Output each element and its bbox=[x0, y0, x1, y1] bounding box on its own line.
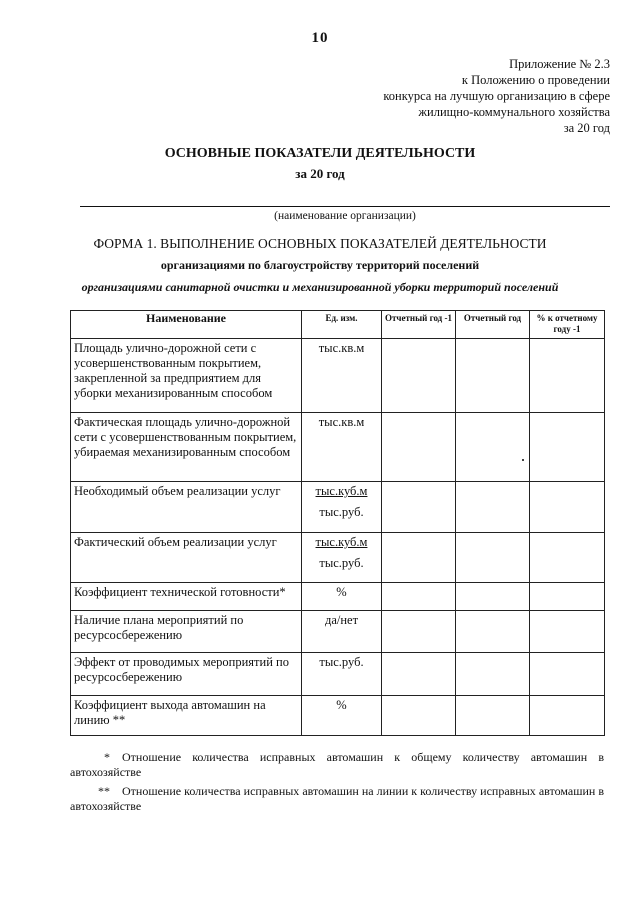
table-row bbox=[71, 413, 605, 482]
header-percent: % к отчетному году -1 bbox=[530, 311, 605, 339]
cell-prev-year[interactable] bbox=[382, 583, 456, 611]
appendix-line-2: к Положению о проведении bbox=[461, 73, 610, 87]
cell-prev-year[interactable] bbox=[382, 653, 456, 696]
appendix-line-4: жилищно-коммунального хозяйства bbox=[418, 105, 610, 119]
cell-prev-year[interactable] bbox=[382, 482, 456, 533]
row-name: Эффект от проводимых мероприятий по ресурсосбережению bbox=[71, 653, 302, 696]
form-title: ФОРМА 1. ВЫПОЛНЕНИЕ ОСНОВНЫХ ПОКАЗАТЕЛЕЙ ДЕЯТЕЛЬНОСТИ bbox=[93, 236, 547, 251]
row-name: Площадь улично-дорожной сети с усовершенствованным покрытием, закрепленной за предприятием для уборки механизированным способом bbox=[71, 339, 302, 413]
row-name: Фактическая площадь улично-дорожной сети с усовершенствованным покрытием, убираемая механизированным способом bbox=[71, 413, 302, 482]
table-row bbox=[71, 339, 605, 413]
row-unit: да/нет bbox=[302, 611, 382, 653]
footnote-2 bbox=[70, 784, 604, 814]
cell-current-year[interactable] bbox=[456, 611, 530, 653]
row-unit-secondary: тыс.руб. bbox=[319, 505, 364, 519]
header-unit: Ед. изм. bbox=[302, 311, 382, 339]
organization-caption: (наименование организации) bbox=[274, 210, 416, 222]
row-unit-primary: тыс.куб.м bbox=[315, 535, 368, 549]
cell-prev-year[interactable] bbox=[382, 696, 456, 736]
cell-percent[interactable] bbox=[530, 583, 605, 611]
table-row bbox=[71, 611, 605, 653]
appendix-line-3: конкурса на лучшую организацию в сфере bbox=[383, 89, 610, 103]
table-row bbox=[71, 653, 605, 696]
table-header-row bbox=[71, 311, 605, 339]
footnote-1-text: Отношение количества исправных автомашин к общему количеству автомашин в автохозяйстве bbox=[70, 750, 604, 779]
row-unit: тыс.руб. bbox=[302, 653, 382, 696]
cell-percent[interactable] bbox=[530, 413, 605, 482]
cell-percent[interactable] bbox=[530, 339, 605, 413]
cell-prev-year[interactable] bbox=[382, 413, 456, 482]
cell-current-year[interactable] bbox=[456, 696, 530, 736]
footnote-1 bbox=[70, 750, 604, 780]
cell-percent[interactable] bbox=[530, 696, 605, 736]
table-row bbox=[71, 533, 605, 583]
cell-current-year[interactable] bbox=[456, 583, 530, 611]
footnote-1-mark: * bbox=[104, 750, 110, 764]
page-number: 10 bbox=[311, 30, 329, 46]
cell-prev-year[interactable] bbox=[382, 533, 456, 583]
form-subtitle-2: организациями санитарной очистки и механизированной уборки территорий поселений bbox=[81, 280, 559, 294]
table-row bbox=[71, 583, 605, 611]
appendix-line-1: Приложение № 2.3 bbox=[509, 57, 610, 71]
header-name: Наименование bbox=[71, 311, 302, 339]
indicators-table bbox=[70, 310, 605, 736]
row-unit bbox=[302, 533, 382, 583]
row-name: Наличие плана мероприятий по ресурсосбережению bbox=[71, 611, 302, 653]
cell-percent[interactable] bbox=[530, 533, 605, 583]
cell-percent[interactable] bbox=[530, 653, 605, 696]
row-unit: тыс.кв.м bbox=[302, 339, 382, 413]
appendix-block bbox=[383, 56, 610, 136]
cell-percent[interactable] bbox=[530, 611, 605, 653]
organization-name-line bbox=[80, 206, 610, 207]
cell-current-year[interactable] bbox=[456, 653, 530, 696]
cell-current-year[interactable] bbox=[456, 482, 530, 533]
row-name: Коэффициент технической готовности* bbox=[71, 583, 302, 611]
row-name: Необходимый объем реализации услуг bbox=[71, 482, 302, 533]
document-period: за 20 год bbox=[295, 166, 345, 181]
scan-speck bbox=[522, 459, 524, 461]
cell-current-year[interactable] bbox=[456, 533, 530, 583]
appendix-line-5: за 20 год bbox=[563, 121, 610, 135]
cell-prev-year[interactable] bbox=[382, 611, 456, 653]
cell-percent[interactable] bbox=[530, 482, 605, 533]
form-subtitle-1: организациями по благоустройству территорий поселений bbox=[160, 258, 480, 272]
table-row bbox=[71, 482, 605, 533]
document-title: ОСНОВНЫЕ ПОКАЗАТЕЛИ ДЕЯТЕЛЬНОСТИ bbox=[164, 146, 476, 161]
header-current-year: Отчетный год bbox=[456, 311, 530, 339]
row-unit-secondary: тыс.руб. bbox=[319, 556, 364, 570]
cell-current-year[interactable] bbox=[456, 339, 530, 413]
row-name: Коэффициент выхода автомашин на линию ** bbox=[71, 696, 302, 736]
row-unit: тыс.кв.м bbox=[302, 413, 382, 482]
row-unit-primary: тыс.куб.м bbox=[315, 484, 368, 498]
row-unit: % bbox=[302, 583, 382, 611]
row-name: Фактический объем реализации услуг bbox=[71, 533, 302, 583]
row-unit bbox=[302, 482, 382, 533]
footnote-2-mark: ** bbox=[98, 784, 110, 798]
header-prev-year: Отчетный год -1 bbox=[382, 311, 456, 339]
cell-prev-year[interactable] bbox=[382, 339, 456, 413]
cell-current-year[interactable] bbox=[456, 413, 530, 482]
footnote-2-text: Отношение количества исправных автомашин на линии к количеству исправных автомашин в автохозяйстве bbox=[70, 784, 604, 813]
row-unit: % bbox=[302, 696, 382, 736]
table-row bbox=[71, 696, 605, 736]
